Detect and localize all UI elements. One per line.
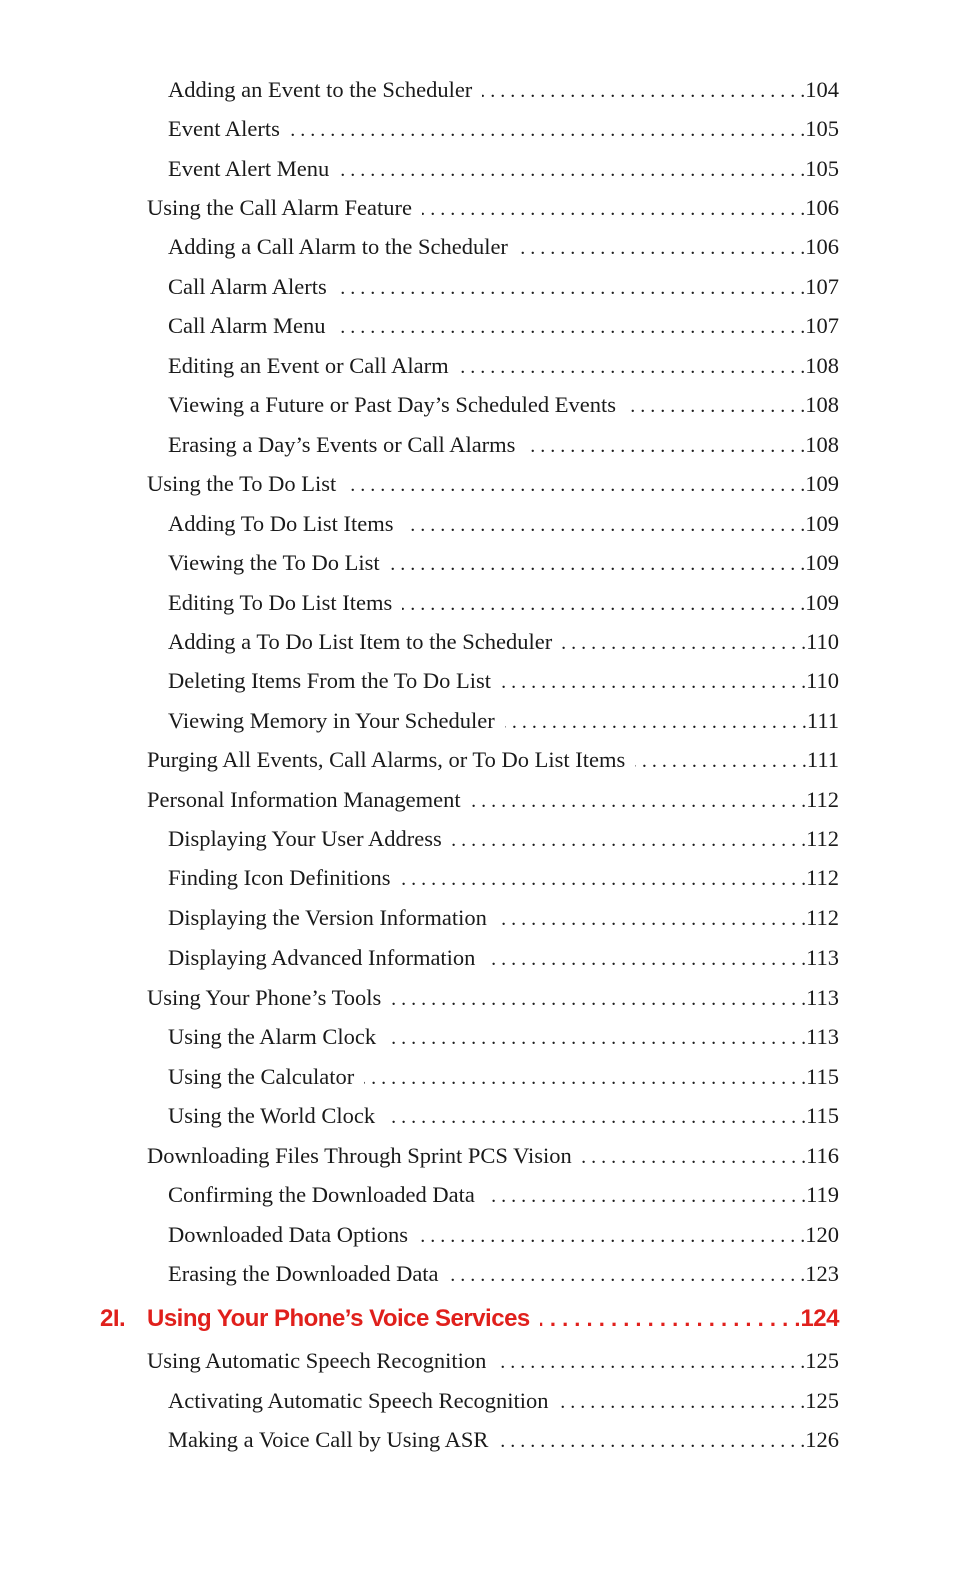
toc-entry[interactable] xyxy=(168,508,839,540)
toc-entry[interactable] xyxy=(147,1140,839,1172)
dot-leader xyxy=(496,1346,805,1378)
dot-leader xyxy=(540,1302,801,1336)
toc-entry-title: Making a Voice Call by Using ASR xyxy=(168,1427,489,1452)
toc-page-number: 115 xyxy=(806,1103,839,1128)
toc-entry[interactable] xyxy=(147,468,839,500)
toc-page-number: 126 xyxy=(805,1427,839,1452)
toc-entry[interactable] xyxy=(168,271,839,303)
toc-page-number: 115 xyxy=(806,1064,839,1089)
toc-entry[interactable] xyxy=(147,784,839,816)
toc-page-number: 105 xyxy=(805,116,839,141)
toc-entry-title: Event Alerts xyxy=(168,116,280,141)
toc-page-number: 110 xyxy=(806,668,839,693)
toc-entry-title: Using Your Phone’s Tools xyxy=(147,985,382,1010)
toc-page-number: 106 xyxy=(805,195,839,220)
toc-entry[interactable] xyxy=(168,823,839,855)
toc-entry-title: Using Automatic Speech Recognition xyxy=(147,1348,487,1373)
toc-entry[interactable] xyxy=(168,389,839,421)
toc-entry[interactable] xyxy=(168,113,839,145)
toc-page-number: 113 xyxy=(806,985,839,1010)
toc-entry-title: Erasing the Downloaded Data xyxy=(168,1261,439,1286)
dot-leader xyxy=(497,903,806,935)
toc-entry[interactable] xyxy=(168,665,839,697)
toc-page-number: 109 xyxy=(805,550,839,575)
toc-entry-title: Adding a Call Alarm to the Scheduler xyxy=(168,234,508,259)
toc-entry[interactable] xyxy=(168,74,839,106)
toc-entry[interactable] xyxy=(168,1424,839,1456)
dot-leader xyxy=(335,311,805,343)
dot-leader xyxy=(559,1386,806,1418)
toc-page-number: 108 xyxy=(805,353,839,378)
toc-entry-title: Displaying Advanced Information xyxy=(168,945,476,970)
toc-entry[interactable] xyxy=(168,942,839,974)
dot-leader xyxy=(459,351,806,383)
toc-page-number: 108 xyxy=(805,392,839,417)
toc-entry[interactable] xyxy=(168,350,839,382)
toc-entry[interactable] xyxy=(168,705,839,737)
toc-entry-title: Viewing a Future or Past Day’s Scheduled Events xyxy=(168,392,616,417)
toc-page-number: 116 xyxy=(806,1143,839,1168)
toc-page-number: 113 xyxy=(806,1024,839,1049)
toc-entry[interactable] xyxy=(147,982,839,1014)
toc-entry-title: Downloading Files Through Sprint PCS Vision xyxy=(147,1143,572,1168)
dot-leader xyxy=(518,232,805,264)
dot-leader xyxy=(404,509,806,541)
toc-entry[interactable] xyxy=(168,862,839,894)
toc-page-number: 109 xyxy=(805,511,839,536)
toc-entry-title: Using the Calculator xyxy=(168,1064,355,1089)
toc-entry-title: Using the Call Alarm Feature xyxy=(147,195,412,220)
toc-page-number: 112 xyxy=(806,787,839,812)
toc-entry-title: Using the Alarm Clock xyxy=(168,1024,377,1049)
toc-entry[interactable] xyxy=(168,310,839,342)
toc-page-number: 125 xyxy=(805,1388,839,1413)
toc-entry-title: Call Alarm Menu xyxy=(168,313,326,338)
toc-entry-title: Personal Information Management xyxy=(147,787,461,812)
toc-page-number: 108 xyxy=(805,432,839,457)
dot-leader xyxy=(390,548,806,580)
dot-leader xyxy=(418,1220,805,1252)
dot-leader xyxy=(525,430,805,462)
dot-leader xyxy=(339,154,805,186)
toc-entry[interactable] xyxy=(147,192,839,224)
toc-entry-title: Erasing a Day’s Events or Call Alarms xyxy=(168,432,516,457)
dot-leader xyxy=(385,1101,806,1133)
toc-page-number: 104 xyxy=(805,77,839,102)
toc-page-number: 110 xyxy=(806,629,839,654)
toc-entry[interactable] xyxy=(168,547,839,579)
dot-leader xyxy=(635,745,807,777)
toc-entry-title: Displaying the Version Information xyxy=(168,905,487,930)
toc-chapter-entry[interactable] xyxy=(147,1302,839,1336)
dot-leader xyxy=(626,390,805,422)
toc-page-number: 111 xyxy=(806,708,839,733)
dot-leader xyxy=(386,1022,806,1054)
toc-page-number: 107 xyxy=(805,313,839,338)
dot-leader xyxy=(482,75,805,107)
toc-entry[interactable] xyxy=(168,153,839,185)
toc-entry[interactable] xyxy=(168,1100,839,1132)
toc-entry[interactable] xyxy=(168,626,839,658)
toc-page-number: 109 xyxy=(805,590,839,615)
toc-page-number: 106 xyxy=(805,234,839,259)
toc-entry[interactable] xyxy=(168,1061,839,1093)
toc-entry-title: Using the To Do List xyxy=(147,471,337,496)
toc-entry-title: Viewing the To Do List xyxy=(168,550,380,575)
dot-leader xyxy=(422,193,805,225)
toc-entry-title: Adding a To Do List Item to the Scheduler xyxy=(168,629,553,654)
toc-entry[interactable] xyxy=(168,1021,839,1053)
toc-page-number: 109 xyxy=(805,471,839,496)
toc-page-number: 120 xyxy=(805,1222,839,1247)
toc-entry-title: Adding To Do List Items xyxy=(168,511,394,536)
toc-entry[interactable] xyxy=(168,231,839,263)
toc-entry-title: Event Alert Menu xyxy=(168,156,330,181)
toc-entry[interactable] xyxy=(168,587,839,619)
toc-entry-title: Finding Icon Definitions xyxy=(168,865,391,890)
toc-entry-title: Confirming the Downloaded Data xyxy=(168,1182,475,1207)
toc-page-number: 125 xyxy=(805,1348,839,1373)
dot-leader xyxy=(562,627,806,659)
toc-entry-title: Viewing Memory in Your Scheduler xyxy=(168,708,495,733)
toc-entry-title: Editing an Event or Call Alarm xyxy=(168,353,449,378)
toc-page-number: 107 xyxy=(805,274,839,299)
dot-leader xyxy=(505,706,807,738)
toc-entry[interactable] xyxy=(168,1258,839,1290)
toc-entry-title: Purging All Events, Call Alarms, or To Do List Items xyxy=(147,747,626,772)
toc-entry-title: Downloaded Data Options xyxy=(168,1222,408,1247)
toc-page-number: 112 xyxy=(806,905,839,930)
toc-page-number: 112 xyxy=(806,826,839,851)
toc-entry-title: Editing To Do List Items xyxy=(168,590,393,615)
toc-entry[interactable] xyxy=(168,1219,839,1251)
toc-entry[interactable] xyxy=(168,1179,839,1211)
toc-entry-title: Using Your Phone’s Voice Services xyxy=(147,1305,530,1332)
toc-entry-title: Adding an Event to the Scheduler xyxy=(168,77,473,102)
dot-leader xyxy=(449,1259,806,1291)
chapter-number: 2I. xyxy=(100,1305,126,1332)
toc-page-number: 113 xyxy=(806,945,839,970)
dot-leader xyxy=(485,943,806,975)
toc-entry-title: Using the World Clock xyxy=(168,1103,376,1128)
dot-leader xyxy=(290,114,805,146)
toc-page-number: 105 xyxy=(805,156,839,181)
dot-leader xyxy=(391,983,806,1015)
dot-leader xyxy=(402,588,805,620)
toc-entry-title: Deleting Items From the To Do List xyxy=(168,668,491,693)
dot-leader xyxy=(501,666,806,698)
toc-entry[interactable] xyxy=(168,902,839,934)
toc-entry-title: Activating Automatic Speech Recognition xyxy=(168,1388,549,1413)
toc-entry[interactable] xyxy=(168,429,839,461)
toc-entry[interactable] xyxy=(147,1345,839,1377)
toc-page-number: 112 xyxy=(806,865,839,890)
toc-entry[interactable] xyxy=(147,744,839,776)
toc-entry[interactable] xyxy=(168,1385,839,1417)
toc-page-number: 111 xyxy=(806,747,839,772)
dot-leader xyxy=(471,785,806,817)
toc-entry-title: Call Alarm Alerts xyxy=(168,274,327,299)
toc-entry-title: Displaying Your User Address xyxy=(168,826,442,851)
dot-leader xyxy=(400,863,806,895)
dot-leader xyxy=(582,1141,806,1173)
toc-page-number: 124 xyxy=(800,1305,839,1332)
dot-leader xyxy=(452,824,806,856)
dot-leader xyxy=(346,469,805,501)
dot-leader xyxy=(498,1425,805,1457)
dot-leader xyxy=(485,1180,806,1212)
toc-page-number: 119 xyxy=(806,1182,839,1207)
dot-leader xyxy=(364,1062,806,1094)
dot-leader xyxy=(337,272,806,304)
toc-page-number: 123 xyxy=(805,1261,839,1286)
